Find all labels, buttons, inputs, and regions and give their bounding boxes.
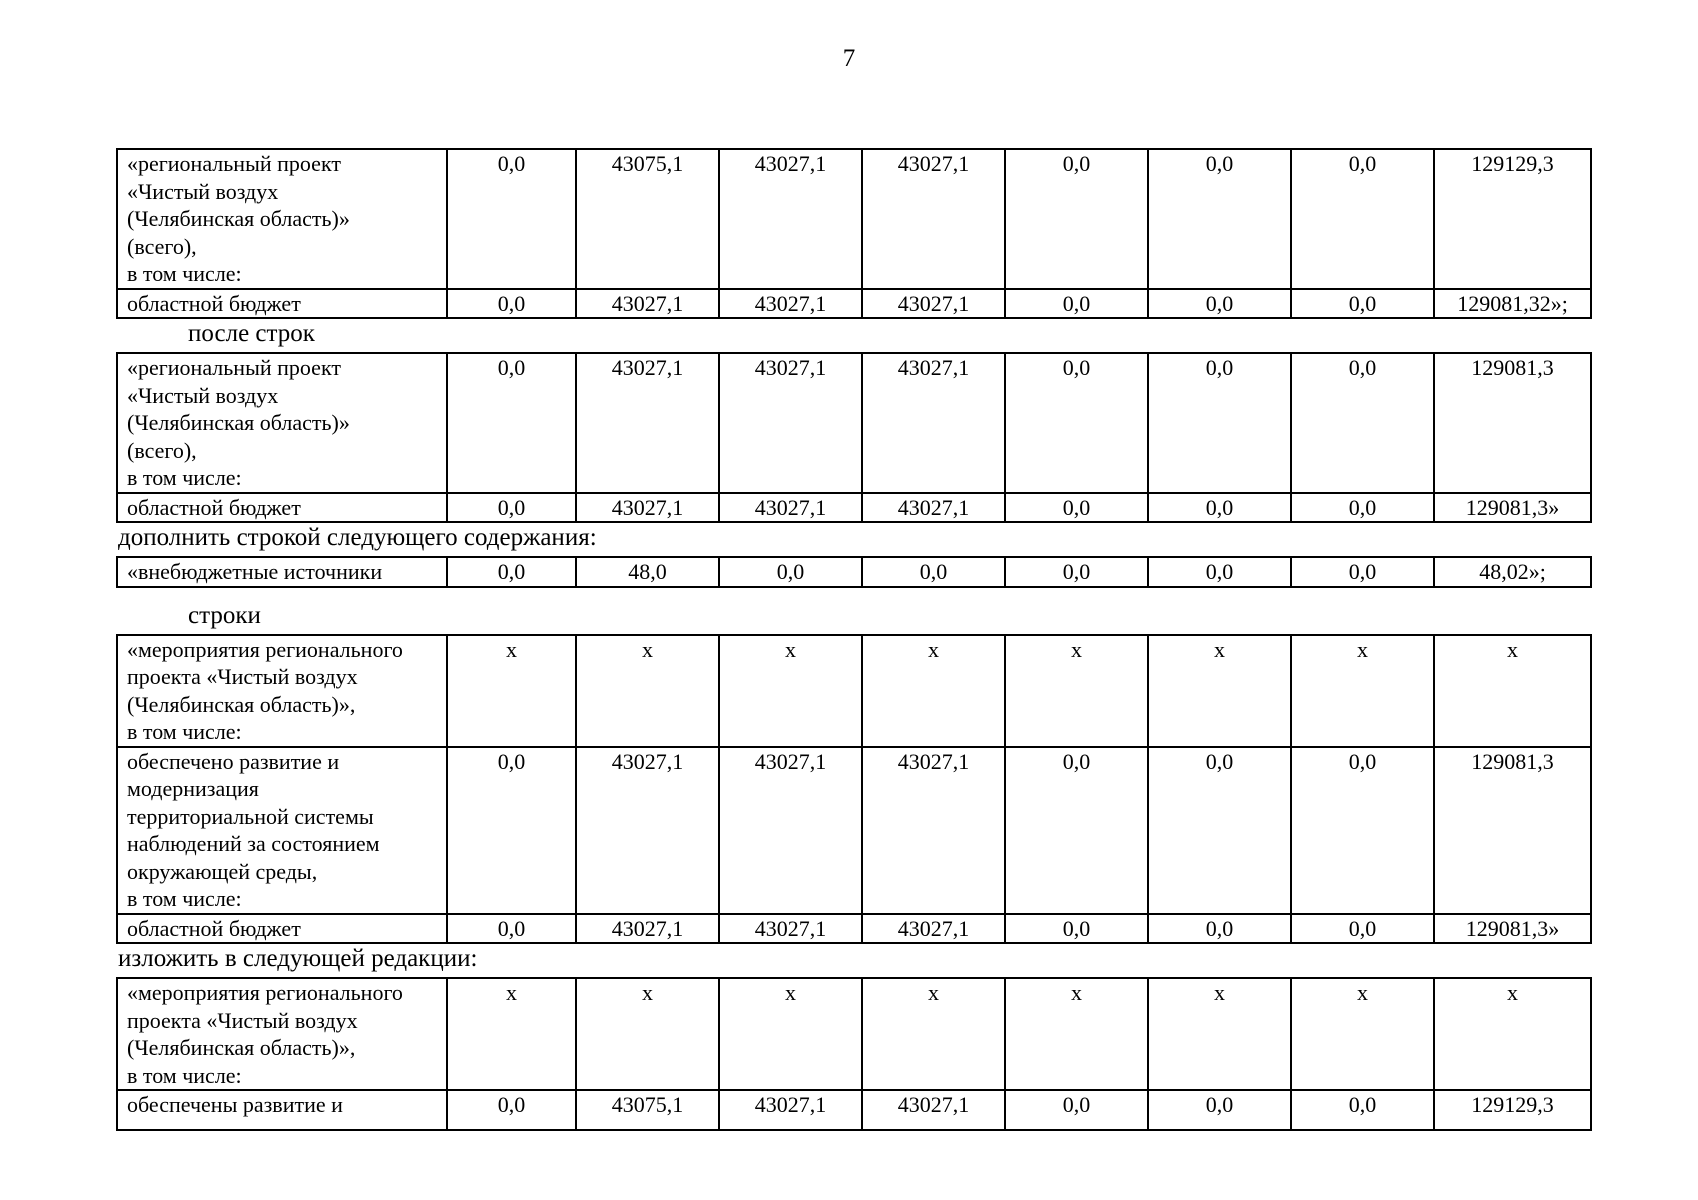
value-cell: 0,0: [1005, 493, 1148, 523]
value-cell: 0,0: [1005, 747, 1148, 914]
row-label: [117, 493, 447, 523]
value-cell: 0,0: [447, 289, 576, 319]
row-label-line: наблюдений за состоянием: [127, 831, 380, 856]
budget-table: [116, 977, 1590, 1131]
budget-table: [116, 556, 1590, 588]
value-cell: 43027,1: [576, 747, 719, 914]
value-cell: 0,0: [1291, 353, 1434, 493]
page-number: 7: [842, 45, 856, 72]
amendment-instruction: строки: [188, 601, 261, 629]
row-label-line: обеспечено развитие и: [127, 748, 340, 774]
amendment-instruction: дополнить строкой следующего содержания:: [118, 524, 597, 551]
row-label-line: «внебюджетные источники: [127, 559, 383, 584]
value-cell: x: [1291, 635, 1434, 747]
value-cell: 0,0: [1291, 493, 1434, 523]
table-row: [117, 493, 1591, 523]
value-cell: 0,0: [1148, 289, 1291, 319]
value-cell: 0,0: [862, 557, 1005, 587]
amendment-instruction: изложить в следующей редакции:: [118, 945, 478, 972]
value-cell: x: [1148, 635, 1291, 747]
row-label-line: «мероприятия регионального: [127, 980, 403, 1005]
row-label-line: в том числе:: [127, 261, 242, 286]
spacer: [116, 588, 1590, 601]
value-cell: 43027,1: [862, 493, 1005, 523]
table-row: [117, 557, 1591, 587]
value-cell: 0,0: [1005, 557, 1148, 587]
row-label: [117, 149, 447, 289]
table-row: [117, 978, 1591, 1090]
row-label: [117, 978, 447, 1090]
value-cell: x: [447, 978, 576, 1090]
value-cell: 0,0: [1291, 1090, 1434, 1130]
value-cell: 0,0: [1005, 914, 1148, 944]
row-label: [117, 1090, 447, 1130]
value-cell: 0,0: [719, 557, 862, 587]
row-label: [117, 747, 447, 914]
table-row: [117, 914, 1591, 944]
value-cell: 43027,1: [719, 747, 862, 914]
value-cell: 0,0: [447, 149, 576, 289]
value-cell: 43027,1: [576, 493, 719, 523]
row-label: [117, 289, 447, 319]
budget-table: [116, 352, 1590, 523]
row-label-line: «мероприятия регионального: [127, 636, 403, 662]
value-cell: 0,0: [1148, 149, 1291, 289]
value-cell: 0,0: [447, 914, 576, 944]
value-cell: x: [719, 635, 862, 747]
row-label-line: (Челябинская область)»: [127, 410, 350, 435]
table-row: [117, 1090, 1591, 1130]
value-cell: 0,0: [1148, 914, 1291, 944]
value-cell: 43027,1: [862, 353, 1005, 493]
row-label-line: модернизация: [127, 776, 259, 801]
value-cell: 43027,1: [719, 353, 862, 493]
table-row: [117, 149, 1591, 289]
value-cell: 0,0: [1148, 1090, 1291, 1130]
value-cell: 0,0: [1148, 747, 1291, 914]
row-label-line: проекта «Чистый воздух: [127, 664, 358, 689]
value-cell: 0,0: [1005, 149, 1148, 289]
document-body: [116, 148, 1590, 1131]
value-cell: 129129,3: [1434, 1090, 1591, 1130]
row-label: [117, 353, 447, 493]
value-cell: 43027,1: [719, 149, 862, 289]
row-label-line: областной бюджет: [127, 915, 301, 941]
value-cell: 43027,1: [862, 747, 1005, 914]
value-cell: 0,0: [1005, 289, 1148, 319]
value-cell: 0,0: [1148, 557, 1291, 587]
row-label-line: (Челябинская область)»: [127, 206, 350, 231]
row-label-line: «региональный проект: [127, 355, 341, 380]
row-label-line: (всего),: [127, 437, 197, 463]
table-row: [117, 747, 1591, 914]
value-cell: 43027,1: [719, 914, 862, 944]
value-cell: x: [1005, 978, 1148, 1090]
amendment-instruction: после строк: [188, 320, 315, 347]
value-cell: x: [719, 978, 862, 1090]
value-cell: x: [1148, 978, 1291, 1090]
row-label-line: (всего),: [127, 233, 197, 259]
value-cell: 0,0: [447, 353, 576, 493]
value-cell: 43027,1: [719, 1090, 862, 1130]
row-label: [117, 635, 447, 747]
value-cell: 43027,1: [576, 289, 719, 319]
value-cell: 0,0: [447, 493, 576, 523]
value-cell: 48,0: [576, 557, 719, 587]
value-cell: 129129,3: [1434, 149, 1591, 289]
value-cell: 43027,1: [576, 914, 719, 944]
value-cell: 0,0: [447, 747, 576, 914]
row-label-line: окружающей среды,: [127, 858, 318, 884]
value-cell: 0,0: [1291, 914, 1434, 944]
value-cell: 0,0: [1291, 557, 1434, 587]
value-cell: 0,0: [1005, 353, 1148, 493]
value-cell: 129081,3: [1434, 353, 1591, 493]
row-label-line: в том числе:: [127, 465, 242, 490]
row-label: [117, 914, 447, 944]
value-cell: 0,0: [1291, 149, 1434, 289]
row-label: [117, 557, 447, 587]
budget-table: [116, 148, 1590, 319]
value-cell: 43027,1: [719, 289, 862, 319]
row-label-line: в том числе:: [127, 1062, 242, 1088]
table-row: [117, 635, 1591, 747]
value-cell: 43027,1: [576, 353, 719, 493]
row-label-line: обеспечены развитие и: [127, 1092, 343, 1117]
row-label-line: областной бюджет: [127, 290, 301, 316]
value-cell: 43075,1: [576, 1090, 719, 1130]
value-cell: x: [576, 635, 719, 747]
value-cell: 0,0: [1148, 353, 1291, 493]
budget-table: [116, 634, 1590, 945]
value-cell: 0,0: [447, 557, 576, 587]
value-cell: 129081,3»: [1434, 914, 1591, 944]
row-label-line: в том числе:: [127, 719, 242, 744]
value-cell: 43075,1: [576, 149, 719, 289]
value-cell: x: [1005, 635, 1148, 747]
value-cell: 48,02»;: [1434, 557, 1591, 587]
value-cell: 0,0: [1148, 493, 1291, 523]
row-label-line: (Челябинская область)»,: [127, 1035, 356, 1060]
value-cell: 43027,1: [862, 914, 1005, 944]
value-cell: x: [1434, 635, 1591, 747]
value-cell: 0,0: [1291, 747, 1434, 914]
row-label-line: «Чистый воздух: [127, 382, 279, 408]
value-cell: 43027,1: [862, 149, 1005, 289]
row-label-line: «Чистый воздух: [127, 178, 279, 204]
value-cell: 129081,3: [1434, 747, 1591, 914]
value-cell: 43027,1: [719, 493, 862, 523]
table-row: [117, 353, 1591, 493]
value-cell: x: [862, 635, 1005, 747]
row-label-line: «региональный проект: [127, 151, 341, 176]
value-cell: 129081,3»: [1434, 493, 1591, 523]
value-cell: 129081,32»;: [1434, 289, 1591, 319]
value-cell: 0,0: [1005, 1090, 1148, 1130]
value-cell: x: [447, 635, 576, 747]
row-label-line: проекта «Чистый воздух: [127, 1007, 358, 1033]
value-cell: 43027,1: [862, 289, 1005, 319]
value-cell: x: [1434, 978, 1591, 1090]
row-label-line: территориальной системы: [127, 803, 374, 829]
value-cell: 43027,1: [862, 1090, 1005, 1130]
value-cell: 0,0: [1291, 289, 1434, 319]
value-cell: x: [576, 978, 719, 1090]
value-cell: 0,0: [447, 1090, 576, 1130]
row-label-line: областной бюджет: [127, 494, 301, 520]
row-label-line: в том числе:: [127, 886, 242, 911]
value-cell: x: [1291, 978, 1434, 1090]
table-row: [117, 289, 1591, 319]
value-cell: x: [862, 978, 1005, 1090]
row-label-line: (Челябинская область)»,: [127, 691, 356, 717]
